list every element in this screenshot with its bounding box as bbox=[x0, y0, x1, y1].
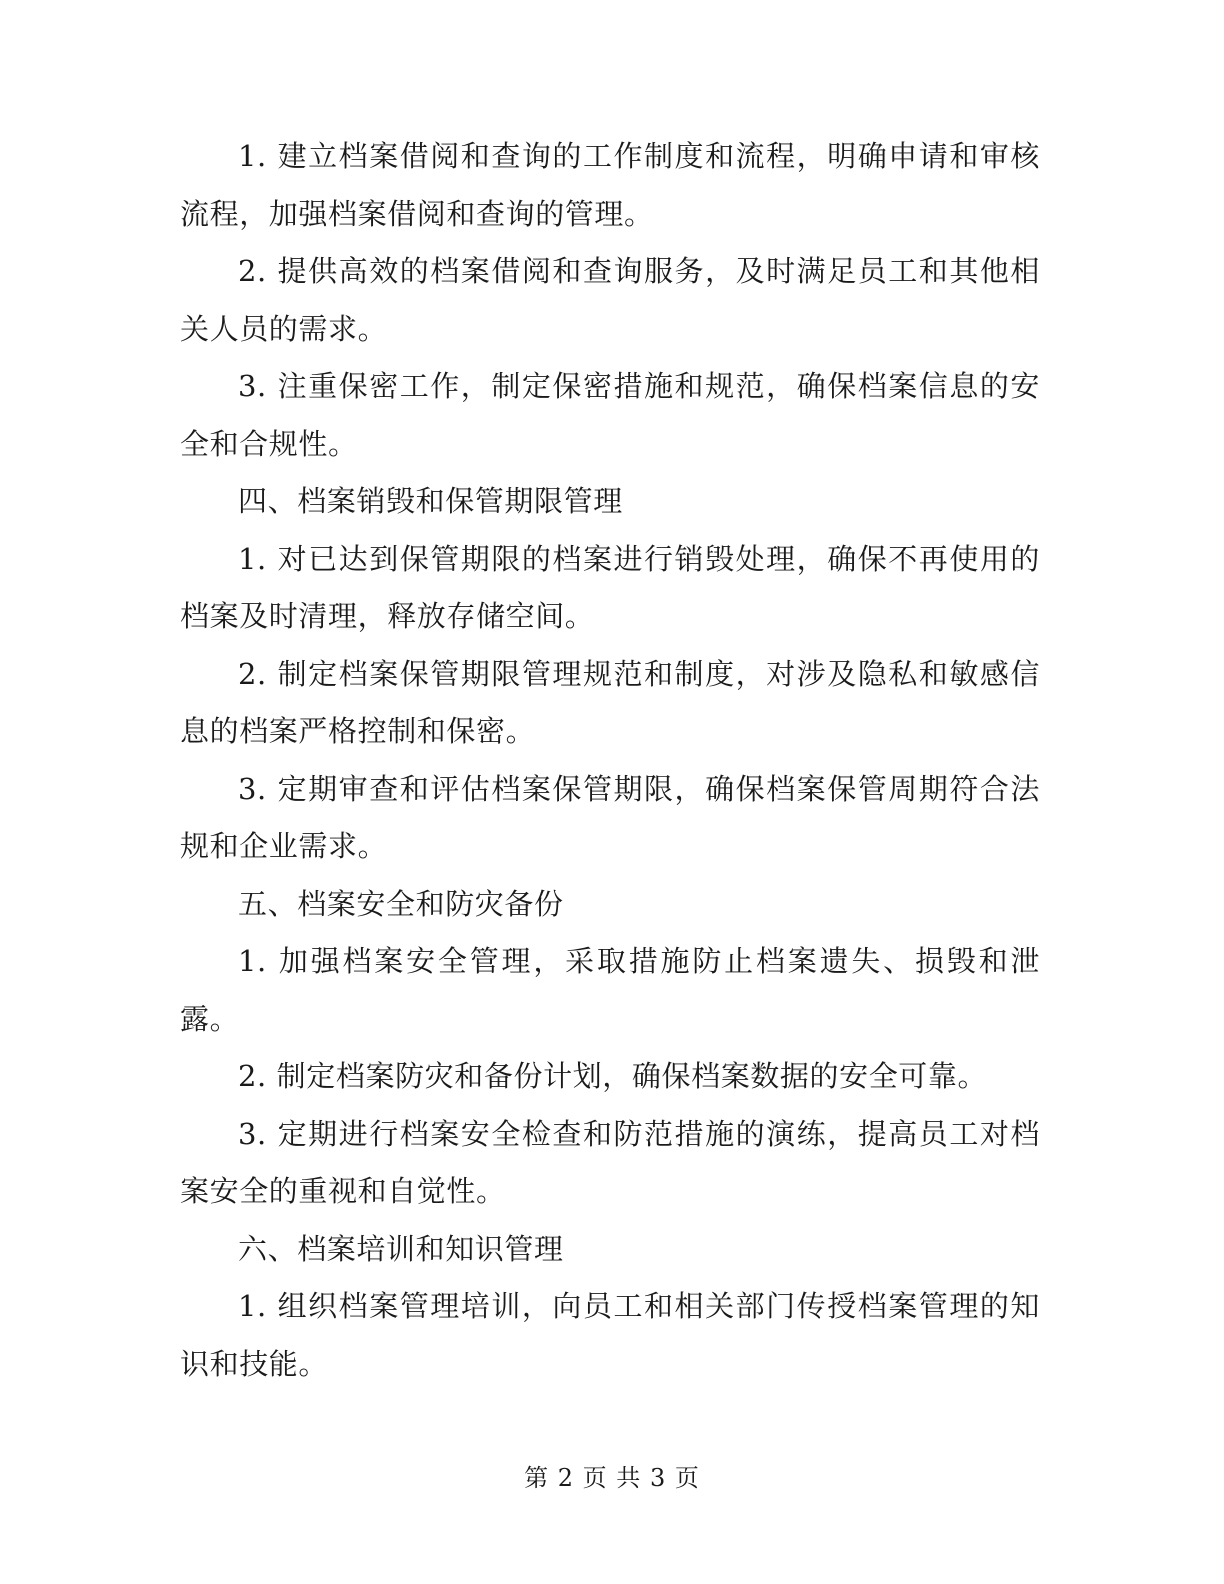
paragraph: 3. 定期进行档案安全检查和防范措施的演练，提高员工对档案安全的重视和自觉性。 bbox=[180, 1116, 1040, 1208]
paragraph: 1. 组织档案管理培训，向员工和相关部门传授档案管理的知识和技能。 bbox=[180, 1289, 1040, 1381]
section-heading: 四、档案销毁和保管期限管理 bbox=[238, 484, 623, 518]
paragraph: 2. 制定档案防灾和备份计划，确保档案数据的安全可靠。 bbox=[238, 1059, 988, 1093]
paragraph: 1. 建立档案借阅和查询的工作制度和流程，明确申请和审核流程，加强档案借阅和查询的管理。 bbox=[180, 139, 1040, 231]
page-number-footer: 第 2 页 共 3 页 bbox=[524, 1464, 700, 1492]
paragraph: 2. 制定档案保管期限管理规范和制度，对涉及隐私和敏感信息的档案严格控制和保密。 bbox=[180, 656, 1040, 748]
section-heading: 五、档案安全和防灾备份 bbox=[238, 886, 564, 921]
document-body bbox=[180, 128, 1040, 1393]
paragraph: 1. 加强档案安全管理，采取措施防止档案遗失、损毁和泄露。 bbox=[180, 944, 1040, 1036]
paragraph: 2. 提供高效的档案借阅和查询服务，及时满足员工和其他相关人员的需求。 bbox=[180, 254, 1040, 346]
paragraph: 3. 定期审查和评估档案保管期限，确保档案保管周期符合法规和企业需求。 bbox=[180, 771, 1040, 863]
paragraph: 1. 对已达到保管期限的档案进行销毁处理，确保不再使用的档案及时清理，释放存储空间。 bbox=[180, 541, 1040, 633]
paragraph: 3. 注重保密工作，制定保密措施和规范，确保档案信息的安全和合规性。 bbox=[180, 369, 1040, 461]
section-heading: 六、档案培训和知识管理 bbox=[238, 1231, 564, 1266]
